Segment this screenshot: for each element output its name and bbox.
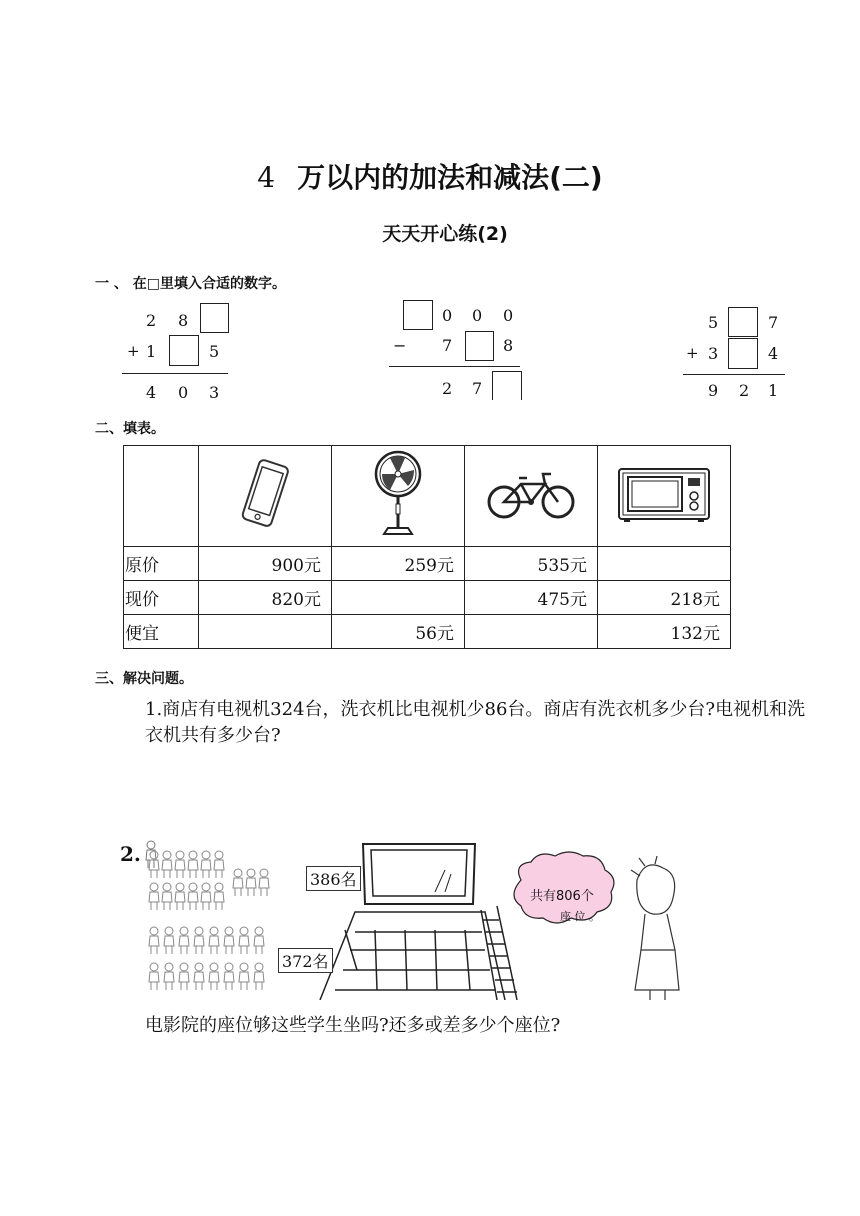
- p2-top-d2: 0: [472, 306, 483, 325]
- p1-operator: +: [127, 342, 140, 360]
- table-cell: 132元: [598, 615, 731, 649]
- seats-icon: [320, 912, 505, 1000]
- p3-top-d2: 7: [768, 313, 779, 332]
- p2-second-d1: 7: [442, 336, 453, 355]
- p3-answer-box-1[interactable]: [728, 307, 758, 337]
- p1-answer-box-1[interactable]: [200, 303, 229, 333]
- p1-result-d3: 3: [209, 383, 220, 402]
- screen-icon: [363, 844, 475, 904]
- table-row-images: [124, 446, 731, 547]
- p3-rule: [683, 374, 785, 375]
- table-cell-phone: [199, 446, 332, 547]
- chapter-title: 万以内的加法和减法(二): [297, 161, 603, 194]
- p3-operator: +: [686, 344, 699, 362]
- p1-result-d1: 4: [146, 383, 157, 402]
- p3-top-d1: 5: [708, 313, 719, 332]
- p2-rule: [389, 366, 520, 367]
- p1-top-d2: 8: [178, 311, 189, 330]
- girl-icon: [631, 856, 679, 1000]
- p2-result-d1: 2: [442, 379, 453, 398]
- group-1-count-label: 386名: [306, 866, 361, 891]
- row-label-current: 现价: [124, 581, 199, 615]
- p2-result-d2: 7: [472, 379, 483, 398]
- p2-answer-box-1[interactable]: [403, 300, 433, 330]
- table-cell: 535元: [465, 547, 598, 581]
- p2-answer-box-2[interactable]: [465, 331, 494, 361]
- phone-icon: [230, 456, 300, 532]
- p3-second-d1: 3: [708, 344, 719, 363]
- page-subtitle: 天天开心练(2): [382, 223, 508, 245]
- table-cell-microwave: [598, 446, 731, 547]
- bicycle-icon: [485, 466, 577, 522]
- p1-result-d2: 0: [178, 383, 189, 402]
- stairs-icon: [481, 906, 517, 1000]
- table-cell-bicycle: [465, 446, 598, 547]
- table-row: [124, 615, 731, 649]
- table-blank-cell[interactable]: [332, 581, 465, 615]
- p2-answer-box-3[interactable]: [492, 371, 522, 400]
- table-cell-fan: [332, 446, 465, 547]
- page-title: [0, 156, 860, 196]
- p3-result-d2: 2: [739, 381, 750, 400]
- p3-second-d2: 4: [768, 344, 779, 363]
- table-cell: 820元: [199, 581, 332, 615]
- p2-second-d2: 8: [503, 336, 514, 355]
- p2-operator: −: [393, 336, 407, 355]
- table-cell: 259元: [332, 547, 465, 581]
- question-2-number: 2.: [120, 842, 141, 866]
- microwave-icon: [616, 463, 712, 525]
- students-icon: [148, 850, 278, 1000]
- table-row: [124, 547, 731, 581]
- p1-second-d1: 1: [146, 342, 157, 361]
- p1-top-d1: 2: [146, 311, 157, 330]
- p1-rule: [122, 373, 228, 374]
- row-label-original: 原价: [124, 547, 199, 581]
- p3-result-d3: 1: [768, 381, 779, 400]
- price-table: [123, 445, 731, 649]
- section2-heading: 二、填表。: [95, 421, 165, 437]
- fan-icon: [368, 448, 428, 540]
- table-corner-cell: [124, 446, 199, 547]
- p3-answer-box-2[interactable]: [728, 338, 758, 369]
- table-cell: 900元: [199, 547, 332, 581]
- table-row: [124, 581, 731, 615]
- p1-answer-box-2[interactable]: [169, 335, 199, 366]
- table-blank-cell[interactable]: [598, 547, 731, 581]
- table-cell: 56元: [332, 615, 465, 649]
- p3-result-d1: 9: [708, 381, 719, 400]
- table-cell: 218元: [598, 581, 731, 615]
- question-1: 1.商店有电视机324台，洗衣机比电视机少86台。商店有洗衣机多少台?电视机和洗衣机共有多少台?: [145, 699, 806, 746]
- section1-heading: 一 、 在□里填入合适的数字。: [95, 276, 286, 292]
- row-label-discount: 便宜: [124, 615, 199, 649]
- bubble-text-line2: 座 位 。: [560, 910, 600, 923]
- question-2-text: 电影院的座位够这些学生坐吗?还多或差多少个座位?: [145, 1015, 561, 1036]
- table-blank-cell[interactable]: [199, 615, 332, 649]
- section3-heading: 三、解决问题。: [95, 671, 193, 687]
- p1-second-d2: 5: [209, 342, 220, 361]
- chapter-number: 4: [257, 161, 276, 194]
- table-blank-cell[interactable]: [465, 615, 598, 649]
- p2-top-d1: 0: [442, 306, 453, 325]
- group-2-count-label: 372名: [278, 948, 333, 973]
- table-cell: 475元: [465, 581, 598, 615]
- bubble-text-line1: 共有806个: [530, 889, 594, 904]
- p2-top-d3: 0: [503, 306, 514, 325]
